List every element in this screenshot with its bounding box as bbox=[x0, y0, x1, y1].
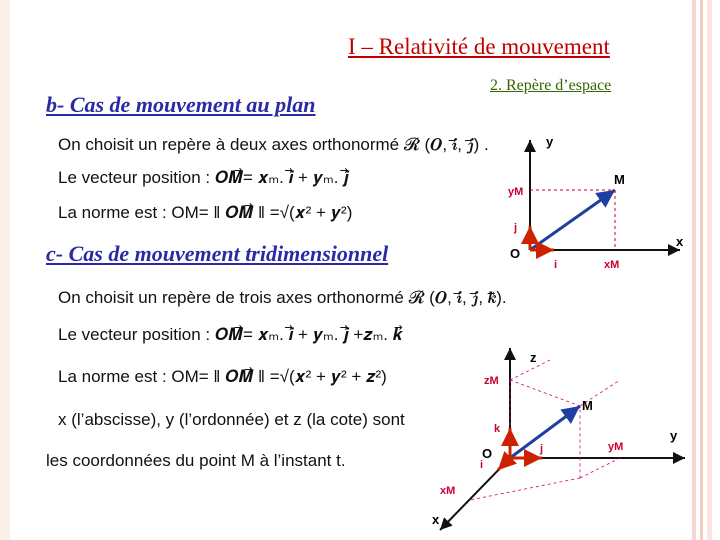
slide-subtitle: 2. Repère d’espace bbox=[490, 77, 612, 94]
om-vector bbox=[530, 190, 615, 250]
section-c-line4: x (l’abscisse), y (l’ordonnée) et z (la cote) sont bbox=[58, 410, 405, 429]
origin-3d-label: O bbox=[482, 446, 493, 461]
section-b-heading: b- Cas de mouvement au plan bbox=[46, 92, 316, 117]
origin-label: O bbox=[510, 246, 521, 261]
section-b-line1: On choisit un repère à deux axes orthonormé 𝓡 (𝑶, 𝒊⃗, 𝒋⃗) . bbox=[58, 135, 489, 154]
section-b-line2: Le vecteur position : 𝑶𝑴⃗= 𝒙ₘ. 𝒊⃗ + 𝒚ₘ. 𝒋⃗ bbox=[58, 168, 349, 187]
k-label: k bbox=[494, 423, 501, 435]
i-vector-3d bbox=[498, 458, 510, 470]
j-label: j bbox=[514, 222, 518, 234]
section-b-line3: La norme est : OM= ‖ 𝑶𝑴⃗ ‖ =√(𝒙² + 𝒚²) bbox=[58, 203, 353, 222]
ym-3d-label: yM bbox=[608, 441, 624, 453]
j-3d-label: j bbox=[540, 443, 544, 455]
xm-3d-label: xM bbox=[440, 485, 456, 497]
section-c-line3: La norme est : OM= ‖ 𝑶𝑴⃗ ‖ =√(𝒙² + 𝒚² + 𝒛²) bbox=[58, 367, 387, 386]
m-3d-label: M bbox=[582, 398, 593, 413]
y-axis-3d-label: y bbox=[670, 428, 678, 443]
i-label: i bbox=[554, 259, 558, 271]
x-axis-3d-label: x bbox=[432, 512, 440, 527]
slide-title: I – Relativité de mouvement bbox=[348, 34, 610, 59]
space-diagram bbox=[430, 340, 692, 538]
xm-label: xM bbox=[604, 259, 620, 271]
zm-label: zM bbox=[484, 375, 499, 387]
i-3d-label: i bbox=[480, 459, 484, 471]
y-axis-label: y bbox=[546, 134, 554, 149]
section-c-line2: Le vecteur position : 𝑶𝑴⃗= 𝒙ₘ. 𝒊⃗ + 𝒚ₘ. 𝒋⃗ +𝒛ₘ. 𝒌⃗ bbox=[58, 325, 403, 344]
z-axis-label: z bbox=[530, 350, 537, 365]
om-vector-3d bbox=[510, 406, 580, 458]
m-label: M bbox=[614, 172, 625, 187]
section-c-line1: On choisit un repère de trois axes orthonormé 𝓡 (𝑶, 𝒊⃗, 𝒋⃗, 𝒌⃗). bbox=[58, 288, 507, 307]
left-border bbox=[0, 0, 10, 540]
x-axis-label: x bbox=[676, 234, 684, 249]
ym-label: yM bbox=[508, 186, 524, 198]
section-c-line5: les coordonnées du point M à l’instant t. bbox=[46, 451, 346, 470]
section-c-heading: c- Cas de mouvement tridimensionnel bbox=[46, 241, 389, 266]
plane-diagram bbox=[500, 128, 690, 273]
